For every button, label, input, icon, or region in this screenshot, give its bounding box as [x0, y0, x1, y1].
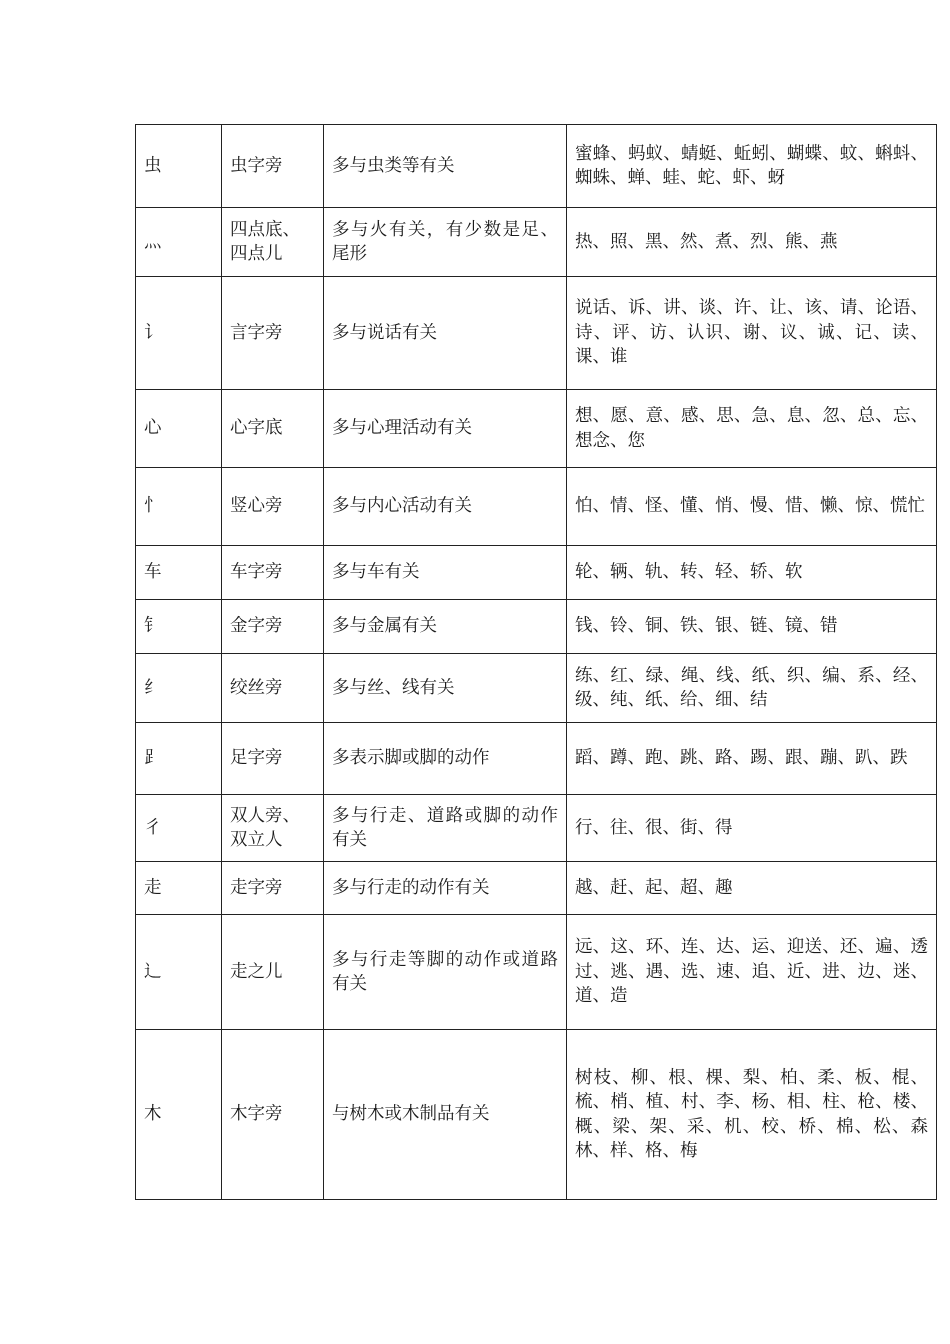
table-row [136, 600, 937, 654]
examples-cell: 越、赶、起、超、趣 [567, 862, 937, 915]
examples-cell: 说话、诉、讲、谈、许、让、该、请、论语、诗、评、访、认识、谢、议、诚、记、读、课、谁 [567, 277, 937, 390]
table-row [136, 277, 937, 390]
radical-name-cell: 双人旁、双立人 [222, 795, 324, 862]
examples-cell: 远、这、环、连、达、运、迎送、还、遍、透过、逃、遇、选、速、追、近、进、边、迷、道、造 [567, 915, 937, 1030]
meaning-cell: 多与行走等脚的动作或道路有关 [324, 915, 567, 1030]
examples-cell: 轮、辆、轨、转、轻、轿、软 [567, 546, 937, 600]
radical-table [135, 124, 937, 1200]
radical-name-cell: 虫字旁 [222, 125, 324, 208]
table-row [136, 862, 937, 915]
table-row [136, 1030, 937, 1200]
radical-cell: 钅 [136, 600, 222, 654]
table-row [136, 468, 937, 546]
radical-name-cell: 心字底 [222, 390, 324, 468]
meaning-cell: 多表示脚或脚的动作 [324, 723, 567, 795]
meaning-cell: 多与车有关 [324, 546, 567, 600]
meaning-cell: 与树木或木制品有关 [324, 1030, 567, 1200]
meaning-cell: 多与行走、道路或脚的动作有关 [324, 795, 567, 862]
radical-cell: 心 [136, 390, 222, 468]
radical-name-cell: 言字旁 [222, 277, 324, 390]
radical-name-cell: 竖心旁 [222, 468, 324, 546]
examples-cell: 想、愿、意、感、思、急、息、忽、总、忘、想念、您 [567, 390, 937, 468]
radical-name-cell: 车字旁 [222, 546, 324, 600]
radical-cell: 讠 [136, 277, 222, 390]
meaning-cell: 多与丝、线有关 [324, 654, 567, 723]
examples-cell: 蜜蜂、蚂蚁、蜻蜓、蚯蚓、蝴蝶、蚊、蝌蚪、蜘蛛、蝉、蛙、蛇、虾、蚜 [567, 125, 937, 208]
radical-cell: 木 [136, 1030, 222, 1200]
examples-cell: 树枝、柳、根、棵、梨、柏、柔、板、棍、梳、梢、植、村、李、杨、相、柱、枪、楼、概、梁、架、采、机、校、桥、棉、松、森林、样、格、梅 [567, 1030, 937, 1200]
examples-cell: 练、红、绿、绳、线、纸、织、编、系、经、级、纯、纸、给、细、结 [567, 654, 937, 723]
radical-name-cell: 四点底、四点儿 [222, 208, 324, 277]
radical-name-cell: 足字旁 [222, 723, 324, 795]
radical-cell: 灬 [136, 208, 222, 277]
table-row [136, 125, 937, 208]
radical-name-cell: 金字旁 [222, 600, 324, 654]
radical-cell: ⻊ [136, 723, 222, 795]
radical-name-cell: 走字旁 [222, 862, 324, 915]
radical-cell: 走 [136, 862, 222, 915]
table-row [136, 208, 937, 277]
radical-cell: 车 [136, 546, 222, 600]
table-row [136, 915, 937, 1030]
table-row [136, 390, 937, 468]
radical-cell: 彳 [136, 795, 222, 862]
radical-cell: 辶 [136, 915, 222, 1030]
radical-cell: 虫 [136, 125, 222, 208]
meaning-cell: 多与心理活动有关 [324, 390, 567, 468]
examples-cell: 行、往、很、街、得 [567, 795, 937, 862]
meaning-cell: 多与虫类等有关 [324, 125, 567, 208]
radical-name-cell: 木字旁 [222, 1030, 324, 1200]
meaning-cell: 多与说话有关 [324, 277, 567, 390]
radical-cell: 忄 [136, 468, 222, 546]
radical-name-cell: 绞丝旁 [222, 654, 324, 723]
radical-name-cell: 走之儿 [222, 915, 324, 1030]
examples-cell: 怕、情、怪、懂、悄、慢、惜、懒、惊、慌忙 [567, 468, 937, 546]
table-row [136, 723, 937, 795]
meaning-cell: 多与火有关，有少数是足、尾形 [324, 208, 567, 277]
meaning-cell: 多与行走的动作有关 [324, 862, 567, 915]
examples-cell: 热、照、黑、然、煮、烈、熊、燕 [567, 208, 937, 277]
examples-cell: 蹈、蹲、跑、跳、路、踢、跟、蹦、趴、跌 [567, 723, 937, 795]
meaning-cell: 多与金属有关 [324, 600, 567, 654]
radical-cell: 纟 [136, 654, 222, 723]
table-row [136, 546, 937, 600]
table-row [136, 795, 937, 862]
table-row [136, 654, 937, 723]
examples-cell: 钱、铃、铜、铁、银、链、镜、错 [567, 600, 937, 654]
meaning-cell: 多与内心活动有关 [324, 468, 567, 546]
